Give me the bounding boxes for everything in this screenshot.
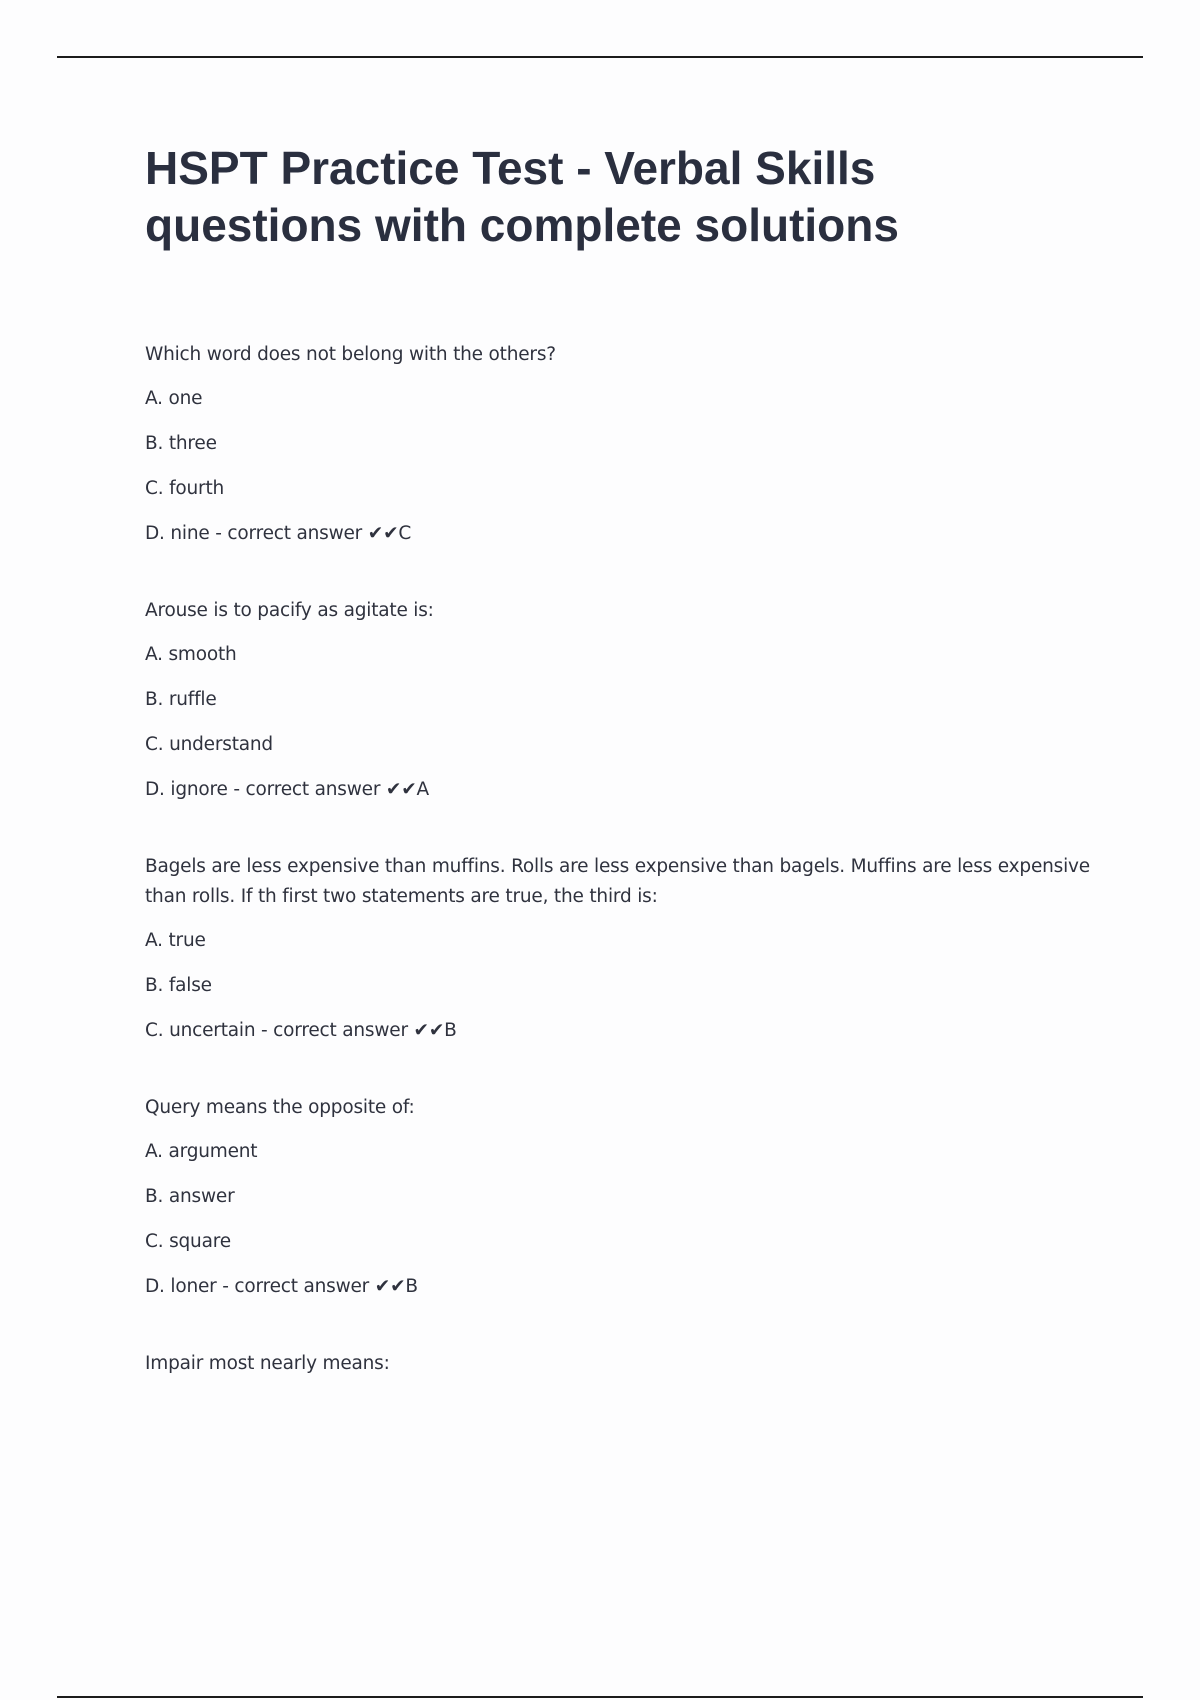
question-prompt: Query means the opposite of: (145, 1097, 415, 1118)
question-list (145, 340, 1095, 1379)
answer-option: A. smooth (145, 644, 237, 665)
question-prompt: Bagels are less expensive than muffins. Rolls are less expensive than bagels. Muffins are less expensive than rolls. If th first two statements are true, the third is: (145, 856, 1090, 907)
answer-option: D. ignore - correct answer ✔✔A (145, 779, 429, 800)
answer-option: C. square (145, 1231, 231, 1252)
answer-option: C. uncertain - correct answer ✔✔B (145, 1020, 457, 1041)
document-title (145, 140, 1095, 254)
answer-option: B. false (145, 975, 212, 996)
document-body (145, 140, 1095, 1425)
answer-option: A. one (145, 388, 203, 409)
answer-option: B. answer (145, 1186, 235, 1207)
answer-option: D. loner - correct answer ✔✔B (145, 1276, 418, 1297)
question-4 (145, 1093, 1095, 1303)
answer-option: A. argument (145, 1141, 258, 1162)
question-5 (145, 1349, 1095, 1379)
answer-option: B. three (145, 433, 217, 454)
answer-option: C. understand (145, 734, 273, 755)
question-2 (145, 596, 1095, 806)
footer-rule (57, 1696, 1143, 1698)
question-prompt: Arouse is to pacify as agitate is: (145, 600, 434, 621)
question-prompt: Which word does not belong with the others? (145, 344, 556, 365)
header-rule (57, 56, 1143, 58)
answer-option: C. fourth (145, 478, 225, 499)
title-line-1: HSPT Practice Test - Verbal Skills (145, 142, 876, 194)
question-1 (145, 340, 1095, 550)
answer-option: B. ruffle (145, 689, 217, 710)
title-line-2: questions with complete solutions (145, 199, 899, 251)
question-prompt: Impair most nearly means: (145, 1353, 390, 1374)
answer-option: D. nine - correct answer ✔✔C (145, 523, 412, 544)
question-3 (145, 852, 1095, 1047)
answer-option: A. true (145, 930, 206, 951)
